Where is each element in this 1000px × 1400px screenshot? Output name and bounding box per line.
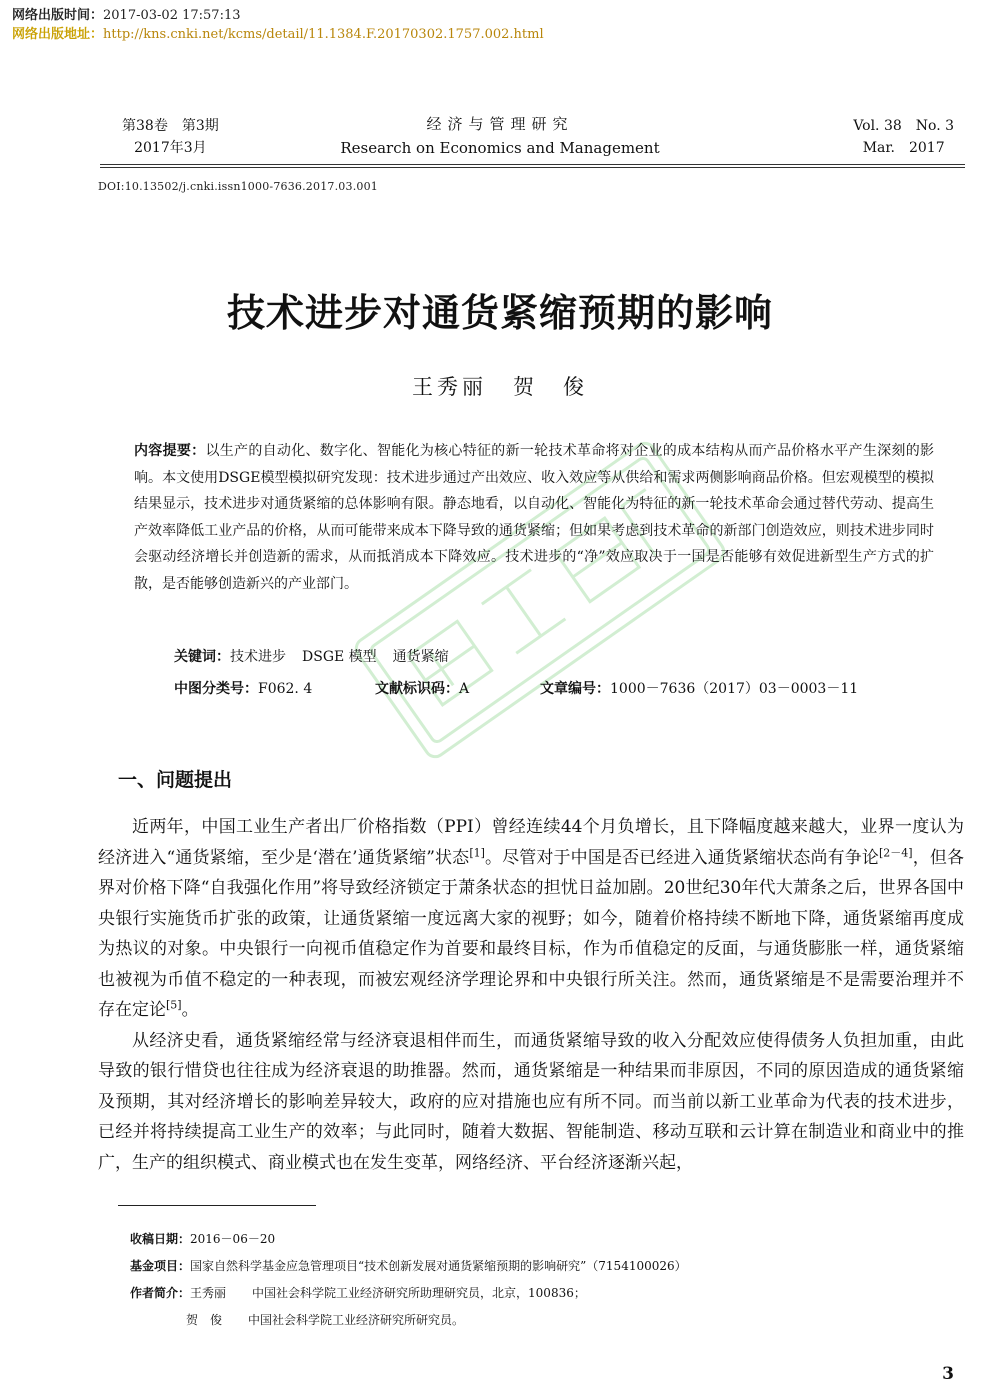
volume-cn: 第38卷 第3期	[122, 118, 219, 134]
keywords-label: 关键词：	[174, 649, 230, 665]
keyword: 通货紧缩	[392, 649, 449, 665]
journal-name-en: Research on Economics and Management	[340, 139, 660, 157]
document-code: 文献标识码：A	[375, 681, 470, 697]
footnotes	[130, 1226, 687, 1334]
abstract-text: 以生产的自动化、数字化、智能化为核心特征的新一轮技术革命将对企业的成本结构从而产品价格水平产生深刻的影响。本文使用DSGE模型模拟研究发现：技术进步通过产出效应、收入效应等从供给和需求两侧影响商品价格。但宏观模型的模拟结果显示，技术进步对通货紧缩的总体影响有限。静态地看，以自动化、智能化为特征的新一轮技术革命会通过替代劳动、提高生产效率降低工业产品的价格，从而可能带来成本下降导致的通货紧缩；但如果考虑到技术革命的新部门创造效应，则技术进步同时会驱动经济增长并创造新的需求，从而抵消成本下降效应。技术进步的“净”效应取决于一国是否能够有效促进新型生产方式的扩散，是否能够创造新兴的产业部门。	[134, 443, 935, 592]
fund-project: 基金项目：国家自然科学基金应急管理项目“技术创新发展对通货紧缩预期的影响研究”（7154100026）	[130, 1259, 687, 1273]
citation: [1]	[469, 845, 485, 859]
header-right	[853, 115, 954, 159]
abstract	[134, 438, 934, 597]
doi: DOI:10.13502/j.cnki.issn1000-7636.2017.03.001	[98, 180, 378, 193]
keyword: 技术进步	[230, 649, 286, 665]
online-publication-info	[12, 6, 544, 44]
author-bio: 作者简介：王秀丽 中国社会科学院工业经济研究所助理研究员，北京，100836；	[130, 1286, 586, 1300]
clc-number: 中图分类号：F062. 4	[174, 681, 313, 697]
author-name: 贺 俊	[513, 375, 588, 399]
footnote-rule	[118, 1205, 316, 1206]
date-en: Mar. 2017	[862, 140, 945, 156]
citation: [2－4]	[879, 845, 913, 859]
journal-name-cn: 经济与管理研究	[426, 115, 574, 133]
journal-header	[0, 112, 1000, 162]
abstract-label: 内容提要：	[134, 443, 206, 459]
paragraph: 近两年，中国工业生产者出厂价格指数（PPI）曾经连续44个月负增长，且下降幅度越来越大，业界一度认为经济进入“通货紧缩，至少是‘潜在’通货紧缩”状态[1]。尽管对于中国是否已经进入通货紧缩状态尚有争论[2－4]，但各界对价格下降“自我强化作用”将导致经济锁定于萧条状态的担忧日益加剧。20世纪30年代大萧条之后，世界各国中央银行实施货币扩张的政策，让通货紧缩一度远离大家的视野；如今，随着价格持续不断地下降，通货紧缩再度成为热议的对象。中央银行一向视币值稳定作为首要和最终目标，作为币值稳定的反面，与通货膨胀一样，通货紧缩也被视为币值不稳定的一种表现，而被宏观经济学理论界和中央银行所关注。然而，通货紧缩是不是需要治理并不存在定论[5]。	[98, 817, 964, 1020]
received-date: 收稿日期：2016－06－20	[130, 1232, 276, 1246]
page-number: 3	[942, 1364, 954, 1384]
authors	[0, 371, 1000, 401]
header-center	[0, 112, 1000, 160]
keyword: DSGE 模型	[302, 649, 377, 665]
citation: [5]	[166, 998, 182, 1012]
paper-title: 技术进步对通货紧缩预期的影响	[226, 291, 773, 335]
volume-en: Vol. 38 No. 3	[853, 118, 954, 134]
section-heading: 一、问题提出	[118, 769, 233, 791]
date-cn: 2017年3月	[134, 140, 207, 156]
article-number: 文章编号：1000－7636（2017）03－0003－11	[540, 681, 859, 697]
paragraph: 从经济史看，通货紧缩经常与经济衰退相伴而生，而通货紧缩导致的收入分配效应使得债务人负担加重，由此导致的银行惜贷也往往成为经济衰退的助推器。然而，通货紧缩是一种结果而非原因，不同的原因造成的通货紧缩及预期，其对经济增长的影响差异较大，政府的应对措施也应有所不同。而当前以新工业革命为代表的技术进步，已经并将持续提高工业生产的效率；与此同时，随着大数据、智能制造、移动互联和云计算在制造业和商业中的推广，生产的组织模式、商业模式也在发生变革，网络经济、平台经济逐渐兴起，	[98, 1030, 964, 1173]
body-text	[98, 812, 964, 1178]
keywords	[174, 646, 465, 666]
header-rule-bottom	[100, 167, 965, 168]
author-name: 王秀丽	[412, 375, 487, 399]
online-publication-url[interactable]: 网络出版地址：http://kns.cnki.net/kcms/detail/11.1384.F.20170302.1757.002.html	[12, 27, 544, 42]
header-rule-top	[100, 164, 965, 165]
author-bio: 贺 俊 中国社会科学院工业经济研究所研究员。	[186, 1313, 465, 1327]
online-publication-time: 网络出版时间：2017-03-02 17:57:13	[12, 8, 241, 23]
